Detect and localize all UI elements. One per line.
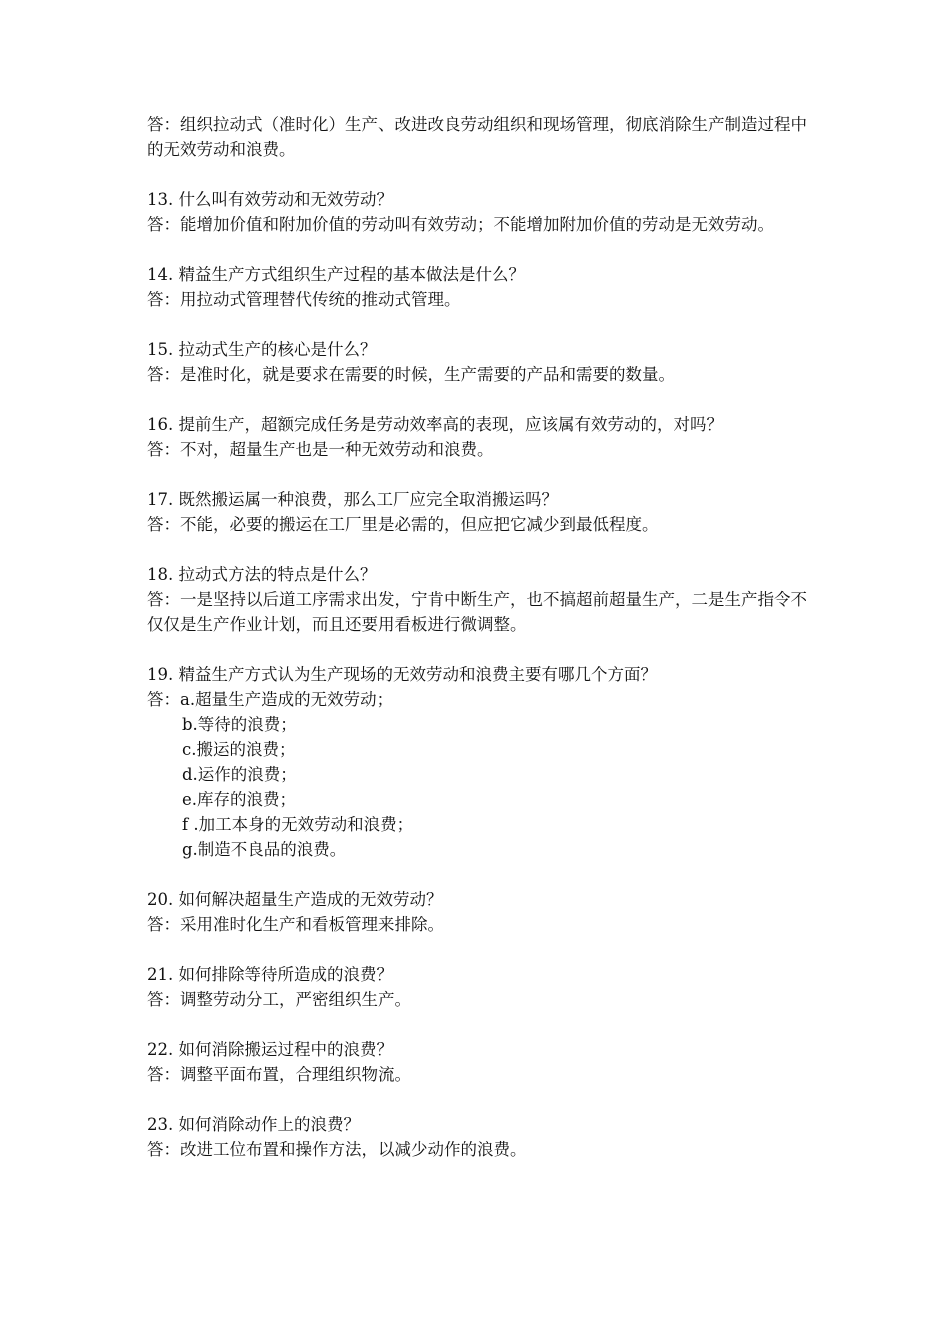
question-text: 17. 既然搬运属一种浪费，那么工厂应完全取消搬运吗？ (147, 490, 558, 509)
answer-text: 答：采用准时化生产和看板管理来排除。 (147, 915, 444, 934)
answer-text: 答：用拉动式管理替代传统的推动式管理。 (147, 290, 461, 309)
answer-text: 答：组织拉动式（准时化）生产、改进改良劳动组织和现场管理，彻底消除生产制造过程中的无效劳动和浪费。 (147, 115, 807, 159)
answer-text: 答：一是坚持以后道工序需求出发，宁肯中断生产，也不搞超前超量生产，二是生产指令不仅仅是生产作业计划，而且还要用看板进行微调整。 (147, 590, 807, 634)
question-text: 22. 如何消除搬运过程中的浪费？ (147, 1040, 393, 1059)
qa-18 (147, 562, 812, 637)
answer-text: 答：调整劳动分工，严密组织生产。 (147, 990, 411, 1009)
list-item: d.运作的浪费； (182, 765, 297, 784)
answer-text: 答：不能，必要的搬运在工厂里是必需的，但应把它减少到最低程度。 (147, 515, 659, 534)
document-page (147, 112, 812, 1187)
qa-21 (147, 962, 812, 1012)
answer-text: 答：是准时化，就是要求在需要的时候，生产需要的产品和需要的数量。 (147, 365, 675, 384)
question-text: 20. 如何解决超量生产造成的无效劳动？ (147, 890, 443, 909)
qa-15 (147, 337, 812, 387)
list-item: f .加工本身的无效劳动和浪费； (182, 815, 414, 834)
qa-19 (147, 662, 812, 862)
question-text: 18. 拉动式方法的特点是什么？ (147, 565, 377, 584)
qa-23 (147, 1112, 812, 1162)
question-text: 13. 什么叫有效劳动和无效劳动？ (147, 190, 393, 209)
qa-13 (147, 187, 812, 237)
qa-16 (147, 412, 812, 462)
list-item: b.等待的浪费； (182, 715, 297, 734)
question-text: 21. 如何排除等待所造成的浪费？ (147, 965, 393, 984)
qa-20 (147, 887, 812, 937)
question-text: 19. 精益生产方式认为生产现场的无效劳动和浪费主要有哪几个方面？ (147, 665, 657, 684)
intro-block (147, 112, 812, 162)
answer-text: 答：不对，超量生产也是一种无效劳动和浪费。 (147, 440, 494, 459)
list-item: e.库存的浪费； (182, 790, 297, 809)
answer-text: 答：改进工位布置和操作方法，以减少动作的浪费。 (147, 1140, 527, 1159)
list-item: g.制造不良品的浪费。 (182, 840, 347, 859)
answer-text: 答：能增加价值和附加价值的劳动叫有效劳动；不能增加附加价值的劳动是无效劳动。 (147, 215, 774, 234)
qa-17 (147, 487, 812, 537)
question-text: 15. 拉动式生产的核心是什么？ (147, 340, 377, 359)
list-item: c.搬运的浪费； (182, 740, 296, 759)
question-text: 23. 如何消除动作上的浪费？ (147, 1115, 360, 1134)
answer-text: 答：调整平面布置，合理组织物流。 (147, 1065, 411, 1084)
question-text: 14. 精益生产方式组织生产过程的基本做法是什么？ (147, 265, 525, 284)
qa-14 (147, 262, 812, 312)
question-text: 16. 提前生产，超额完成任务是劳动效率高的表现，应该属有效劳动的，对吗？ (147, 415, 723, 434)
qa-22 (147, 1037, 812, 1087)
answer-text: 答：a.超量生产造成的无效劳动； (147, 690, 394, 709)
